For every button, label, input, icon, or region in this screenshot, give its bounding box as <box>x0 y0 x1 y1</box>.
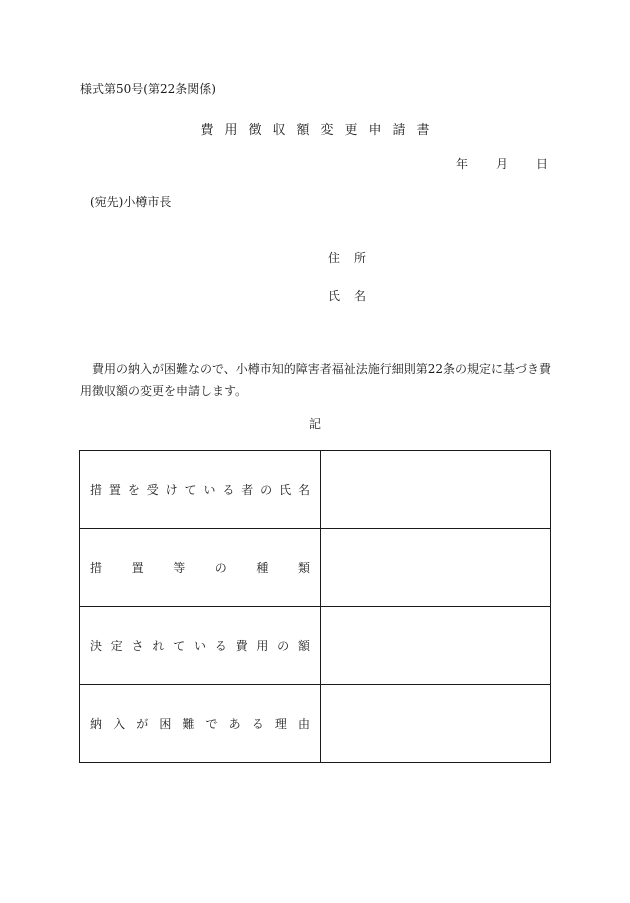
row-value-field[interactable] <box>321 529 551 607</box>
table-row <box>80 607 551 685</box>
date-year: 年 <box>456 157 469 171</box>
note-mark: 記 <box>308 417 321 431</box>
form-number: 様式第50号(第22条関係) <box>80 82 216 96</box>
row-value-field[interactable] <box>321 607 551 685</box>
request-body-text: 費用の納入が困難なので、小樽市知的障害者福祉法施行細則第22条の規定に基づき費用徴収額の変更を申請します。 <box>80 362 552 398</box>
row-label-cell <box>80 685 321 763</box>
row-label-cell <box>80 607 321 685</box>
date-month: 月 <box>496 157 509 171</box>
row-label-cell <box>80 451 321 529</box>
row-value-field[interactable] <box>321 685 551 763</box>
address-label: 住所 <box>328 251 381 265</box>
row-label: 措 置 等 の 種 類 <box>90 561 310 575</box>
items-table <box>79 450 551 763</box>
date-day: 日 <box>536 157 549 171</box>
document-title: 費用徴収額変更申請書 <box>200 123 441 138</box>
table-row <box>80 685 551 763</box>
table-row <box>80 529 551 607</box>
name-label: 氏名 <box>328 289 381 303</box>
row-label-cell <box>80 529 321 607</box>
row-label: 納 入 が 困 難 で あ る 理 由 <box>90 717 310 731</box>
table-row <box>80 451 551 529</box>
addressee: (宛先)小樽市長 <box>90 195 172 209</box>
row-label: 措 置 を 受 け て い る 者 の 氏 名 <box>90 483 310 497</box>
date-line <box>456 155 548 172</box>
row-value-field[interactable] <box>321 451 551 529</box>
row-label: 決 定 さ れ て い る 費 用 の 額 <box>90 639 310 653</box>
